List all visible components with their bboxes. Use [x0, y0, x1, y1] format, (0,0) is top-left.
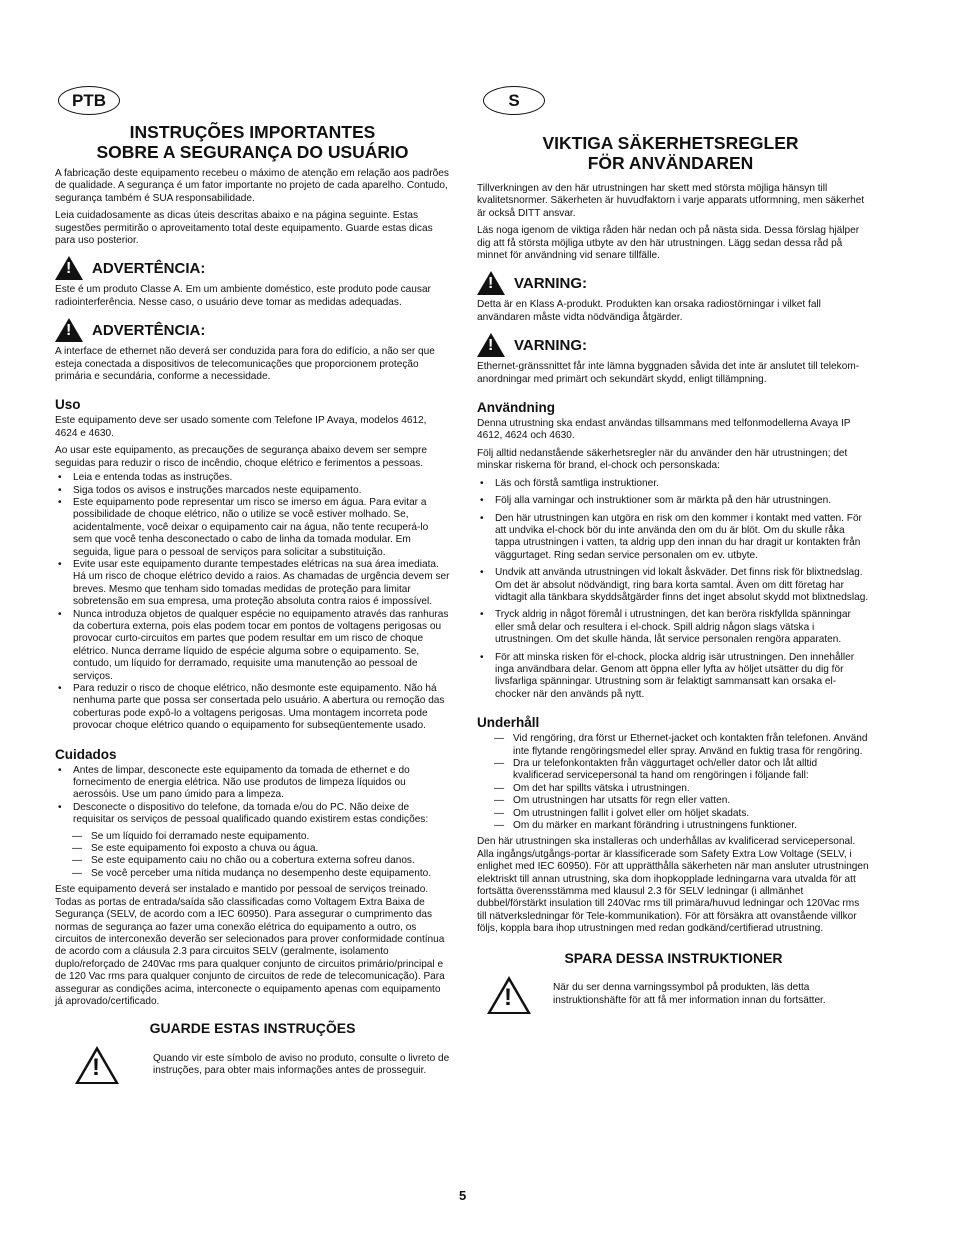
list-item: — Dra ur telefonkontakten från väggurtaget och/eller dator och låt alltid kvalificerad servicepersonal ta hand om rengöringen i följande fall:: [477, 758, 870, 783]
list-item: — Om du märker en markant förändring i utrustningens funktioner.: [477, 820, 870, 832]
list-item: — Se este equipamento foi exposto a chuva ou água.: [55, 843, 450, 855]
list-item: • Den här utrustningen kan utgöra en risk om den kommer i kontakt med vatten. För att undvika el-chock bör du inte använda den om du är blöt. Om du skulle råka tappa utrustningen i vatten, ta aldrig upp den innan du har dragit ur kontakten från väggurtaget. Ring sedan service personalen om ev. utbyte.: [477, 513, 870, 563]
uso-list: [55, 472, 450, 733]
warning-icon: [477, 271, 505, 295]
warning-text: Este é um produto Classe A. Em um ambiente doméstico, este produto pode causar radiointerferência. Nesse caso, o usuário deve tomar as medidas adequadas.: [55, 284, 431, 308]
save-instructions-box: [477, 976, 870, 1014]
list-item: • Nunca introduza objetos de qualquer espécie no equipamento através das ranhuras da cobertura externa, pois elas podem tocar em pontos de voltagens perigosas ou provocar curto-circuitos em partes que podem resultar em um risco de choque elétrico. Nunca derrame líquido de espécie alguma sobre o equipamento. Se, contudo, um líquido for derramado, requisite uma manutenção ao pessoal de serviços.: [55, 609, 450, 683]
list-item: • Leia e entenda todas as instruções.: [55, 472, 450, 484]
paragraph: Ao usar este equipamento, as precauções de segurança abaixo devem ser sempre seguidas para reduzir o risco de incêndio, choque elétrico e ferimentos a pessoas.: [55, 445, 428, 469]
page-number: 5: [459, 1188, 467, 1203]
title-line-1: VIKTIGA SÄKERHETSREGLER: [542, 133, 799, 153]
section-heading-anvandning: Användning: [477, 400, 555, 416]
warning-title: VARNING:: [514, 274, 588, 292]
section-heading-cuidados: Cuidados: [55, 746, 117, 762]
paragraph: Este equipamento deverá ser instalado e mantido por pessoal de serviços treinado. Todas as portas de entrada/saída são classificadas como Voltagem Extra Baixa de Segurança (SELV, de acordo com a IEC 60950). Para assegurar o cumprimento das normas de segurança ao fazer uma conexão elétrica do equipamento a outro, os circuitos de interconexão deverão ser selecionados para prover conformidade contínua de acordo com a cláusula 2.3 para circuitos SELV (geralmente, isolamento duplo/reforçado de 240Vac rms para qualquer conjunto de circuitos primário/principal e de 120 Vac rms para qualquer conjunto de circuitos de rede de telecomunicação). Para assegurar as condições acima, interconecte o equipamento apenas com equipamento já aprovado/certificado.: [55, 884, 445, 1007]
list-item: — Vid rengöring, dra först ur Ethernet-jacket och kontakten från telefonen. Använd inte flytande rengöringsmedel eller spray. Använd en fuktig trasa för rengöring.: [477, 733, 870, 758]
cuidados-sublist: [55, 831, 450, 881]
warning-header: [477, 271, 870, 295]
warning-icon: [55, 256, 83, 280]
right-column: [477, 86, 870, 1014]
intro-paragraph: Tillverkningen av den här utrustningen har skett med största möjliga hänsyn till kvalitetsnormer. Säkerheten är huvudfaktorn i varje apparats utformning, men säkerhet är också DITT ansvar.: [477, 183, 865, 219]
list-item: — Om utrustningen har utsatts för regn eller vatten.: [477, 795, 870, 807]
save-instructions-heading: SPARA DESSA INSTRUKTIONER: [564, 949, 783, 966]
left-column: [55, 86, 450, 1084]
paragraph: Denna utrustning ska endast användas tillsammans med telfonmodellerna Avaya IP 4612, 4624 och 4630.: [477, 418, 851, 442]
section-heading-underhall: Underhåll: [477, 715, 540, 731]
save-instructions-heading: GUARDE ESTAS INSTRUÇÕES: [149, 1020, 356, 1037]
paragraph: Följ alltid nedanstående säkerhetsregler när du använder den här utrustningen; det minskar riskerna för brand, el-chock och personskada:: [477, 447, 848, 472]
save-instructions-box: [55, 1046, 450, 1084]
list-item: • Läs och förstå samtliga instruktioner.: [477, 478, 870, 490]
list-item: — Se você perceber uma nítida mudança no desempenho deste equipamento.: [55, 868, 450, 880]
language-badge-s: S: [483, 86, 545, 115]
warning-text: Ethernet-gränssnittet får inte lämna byggnaden såvida det inte är anslutet till telekom-anordningar med primärt och sekundärt skydd, enligt tillämpning.: [477, 361, 860, 385]
save-instructions-text: Quando vir este símbolo de aviso no produto, consulte o livreto de instruções, para obter mais informações antes de prosseguir.: [153, 1052, 450, 1077]
warning-title: ADVERTÊNCIA:: [92, 259, 206, 277]
paragraph: Este equipamento deve ser usado somente com Telefone IP Avaya, modelos 4612, 4624 e 4630.: [55, 415, 427, 439]
page-title: [55, 122, 450, 162]
list-item: • Undvik att använda utrustningen vid lokalt åskväder. Det finns risk för blixtnedslag. Om det är absolut nödvändigt, ring bara korta samtal. Även om ditt företag har vidtagit alla tänkbara skyddsåtgärder finns det inget absolut skydd mot blixtnedslag.: [477, 567, 870, 604]
language-badge-ptb: PTB: [58, 86, 120, 115]
list-item: • Desconecte o dispositivo do telefone, da tomada e/ou do PC. Não deixe de requisitar os serviços de pessoal qualificado quando existirem estas condições:: [55, 802, 450, 827]
list-item: • Tryck aldrig in något föremål i utrustningen, det kan beröra riskfyllda spänningar eller små delar och resultera i el-chock. Spill aldrig någon slags vätska i utrustningen. Om det skulle hända, låt service personalen rengöra apparaten.: [477, 609, 870, 646]
title-line-2: SOBRE A SEGURANÇA DO USUÁRIO: [96, 142, 409, 162]
warning-header: [477, 333, 870, 357]
warning-icon: [55, 318, 83, 342]
list-item: • Evite usar este equipamento durante tempestades elétricas na sua área imediata. Há um risco de choque elétrico devido a raios. As chamadas de urgência devem ser breves. Mesmo que tenham sido tomadas medidas de proteção para limitar sobretensão em sua empresa, uma proteção absoluta contra raios é impossível.: [55, 559, 450, 609]
list-item: • Följ alla varningar och instruktioner som är märkta på den här utrustningen.: [477, 495, 870, 507]
list-item: — Om utrustningen fallit i golvet eller om höljet skadats.: [477, 808, 870, 820]
intro-paragraph: Leia cuidadosamente as dicas úteis descritas abaixo e na página seguinte. Estas sugestões permitirão o aproveitamento total deste equipamento. Guarde estas dicas para uso posterior.: [55, 210, 433, 247]
list-item: — Om det har spillts vätska i utrustningen.: [477, 783, 870, 795]
warning-text: A interface de ethernet não deverá ser conduzida para fora do edifício, a não ser que esteja conectada a dispositivos de telecomunicações que proporcionem proteção primária e secundária, conforme a necessidade.: [55, 346, 435, 383]
intro-paragraph: Läs noga igenom de viktiga råden här nedan och på nästa sida. Dessa förslag hjälper dig att få största möjliga utbyte av den här utrustningen. Lägg sedan dessa råd på minnet för användning vid senare tillfälle.: [477, 225, 860, 262]
warning-icon: [75, 1046, 119, 1084]
page-title: [471, 133, 870, 173]
warning-title: ADVERTÊNCIA:: [92, 321, 206, 339]
warning-icon: [487, 976, 531, 1014]
cuidados-list: [55, 765, 450, 827]
warning-header: [55, 318, 450, 342]
anvandning-list: [477, 478, 870, 702]
warning-title: VARNING:: [514, 336, 588, 354]
warning-text: Detta är en Klass A-produkt. Produkten kan orsaka radiostörningar i vilket fall användaren måste vidta nödvändiga åtgärder.: [477, 299, 821, 323]
title-line-2: FÖR ANVÄNDAREN: [587, 153, 754, 173]
warning-icon: [477, 333, 505, 357]
title-line-1: INSTRUÇÕES IMPORTANTES: [129, 122, 376, 142]
underhall-list: [477, 733, 870, 832]
warning-header: [55, 256, 450, 280]
list-item: • Para reduzir o risco de choque elétrico, não desmonte este equipamento. Não há nenhuma parte que possa ser consertada pelo usuário. A abertura ou remoção das coberturas pode expô-lo a voltagens perigosas. Uma montagem incorreta pode provocar choque elétrico quando o equipamento for subseqüentemente usado.: [55, 683, 450, 733]
section-heading-uso: Uso: [55, 397, 81, 413]
list-item: • För att minska risken för el-chock, plocka aldrig isär utrustningen. Den innehåller inga användbara delar. Genom att öppna eller lyfta av höljet utsätter du dig för livsfarliga spänningar. Utrustning som är felaktigt sammansatt kan orsaka el-chocker när den används på nytt.: [477, 652, 870, 702]
paragraph: Den här utrustningen ska installeras och underhållas av kvalificerad servicepersonal. Alla ingångs/utgångs-portar är klassificerade som Safety Extra Low Voltage (SELV, i enlighet med IEC 60950). För att upprätthålla säkerheten när man ansluter utrustningen elektriskt till annan utrustning, ska dom ihopkopplade ledningarna vara utvalda för att fortsätta överensstämma med klausul 2.3 för SELV ledningar (i allmänhet dubbel/förstärkt insulation till 240Vac rms till primära/huvud ledningar och 120Vac rms till nätverksledningar för Tele-kommunikation). För att försäkra att ovanstående villkor följs, koppla bara ihop utrustningen med redan godkänd/certifierad utrustning.: [477, 836, 869, 935]
list-item: — Se este equipamento caiu no chão ou a cobertura externa sofreu danos.: [55, 855, 450, 867]
list-item: • Este equipamento pode representar um risco se imerso em água. Para evitar a possibilidade de choque elétrico, não o utilize se você estiver molhado. Se, acidentalmente, você deixar o equipamento cair na água, não tente recuperá-lo sem que você tenha desconectado o cabo de linha da tomada modular. Em seguida, ligue para o pessoal de serviços para solicitar a substituição.: [55, 497, 450, 559]
list-item: • Antes de limpar, desconecte este equipamento da tomada de ethernet e do fornecimento de energia elétrica. Não use produtos de limpeza líquidos ou aerossóis. Use um pano úmido para a limpeza.: [55, 765, 450, 802]
list-item: — Se um líquido foi derramado neste equipamento.: [55, 831, 450, 843]
list-item: • Siga todos os avisos e instruções marcados neste equipamento.: [55, 485, 450, 497]
save-instructions-text: När du ser denna varningssymbol på produkten, läs detta instruktionshäfte för att få mer information innan du fortsätter.: [553, 982, 826, 1006]
intro-paragraph: A fabricação deste equipamento recebeu o máximo de atenção em relação aos padrões de qualidade. A segurança é um fator importante no projeto de cada aparelho. Contudo, segurança também é SUA responsabilidade.: [55, 168, 449, 204]
